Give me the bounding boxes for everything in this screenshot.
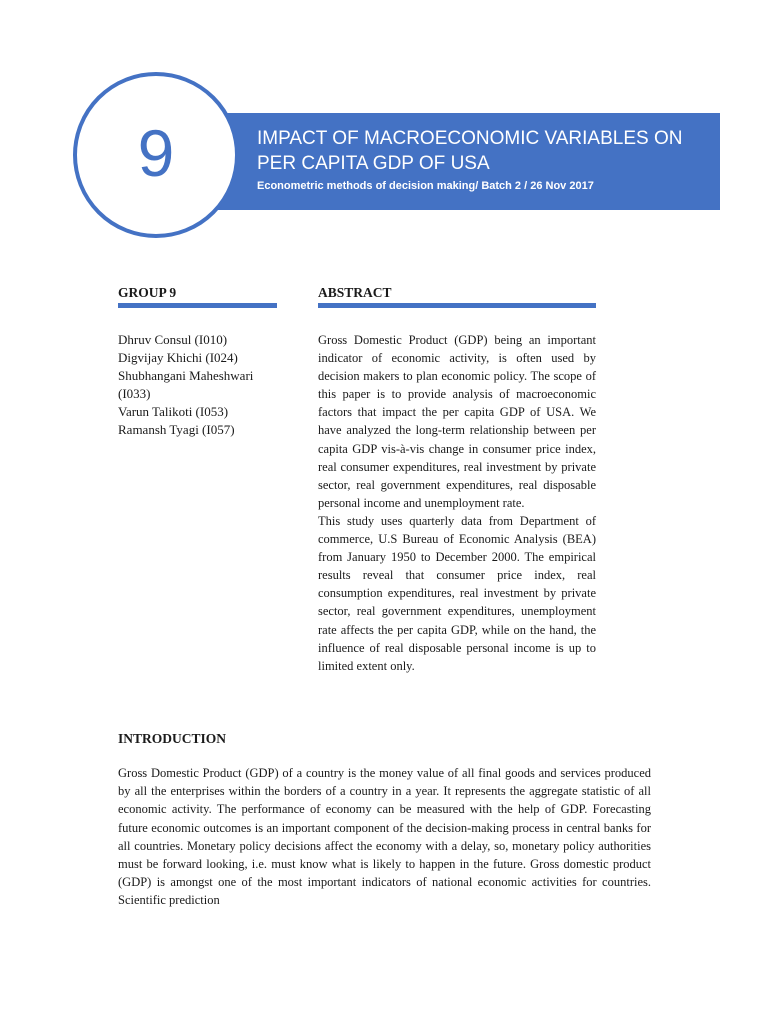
member-item: Dhruv Consul (I010) (118, 332, 228, 347)
group-heading: GROUP 9 (118, 285, 177, 300)
introduction-body: Gross Domestic Product (GDP) of a country is the money value of all final goods and services produced by all the enterprises within the borders of a country in a year. It represents the aggregate statistic of all economic activity. The performance of economy can be measured with the help of GDP. Forecasting future economic outcomes is an important component of the decision-making process in central banks for all countries. Monetary policy decisions affect the economy with a delay, so, monetary policy authorities must be forward looking, i.e. must know what is likely to happen in the future. Gross domestic product (GDP) is amongst one of the most important indicators of national economic activities for countries. Scientific prediction (118, 766, 651, 908)
member-item: (I033) (118, 386, 151, 401)
abstract-heading: ABSTRACT (318, 285, 392, 300)
abstract-paragraph: Gross Domestic Product (GDP) being an important indicator of economic activity, is often used by decision makers to plan economic policy. The scope of this paper is to provide analysis of macroeconomic factors that impact the per capita GDP of USA. We have analyzed the long-term relationship between per capita GDP vis-à-vis change in consumer price index, real consumer expenditures, real investment by private sector, real government expenditures, real disposable personal income and unemployment rate. (318, 333, 596, 510)
abstract-heading-rule (318, 303, 596, 308)
introduction-heading: INTRODUCTION (118, 731, 227, 746)
member-item: Digvijay Khichi (I024) (118, 350, 238, 365)
member-item: Varun Talikoti (I053) (118, 404, 229, 419)
chapter-number-circle (73, 72, 239, 238)
chapter-number: 9 (137, 116, 175, 190)
paper-title: IMPACT OF MACROECONOMIC VARIABLES ON PER CAPITA GDP OF USA (257, 128, 683, 174)
group-heading-rule (118, 303, 277, 308)
abstract-paragraph: This study uses quarterly data from Department of commerce, U.S Bureau of Economic Analysis (BEA) from January 1950 to December 2000. The empirical results reveal that consumer price index, real consumption expenditures, real investment by private sector, real government expenditures, unemployment rate affects the per capita GDP, while on the hand, the influence of real disposable personal income is up to limited extent only. (318, 513, 596, 673)
member-item: Shubhangani Maheshwari (118, 368, 254, 383)
abstract-body (318, 331, 596, 675)
member-item: Ramansh Tyagi (I057) (118, 422, 235, 437)
paper-subtitle: Econometric methods of decision making/ Batch 2 / 26 Nov 2017 (257, 180, 594, 192)
group-members (118, 331, 288, 439)
